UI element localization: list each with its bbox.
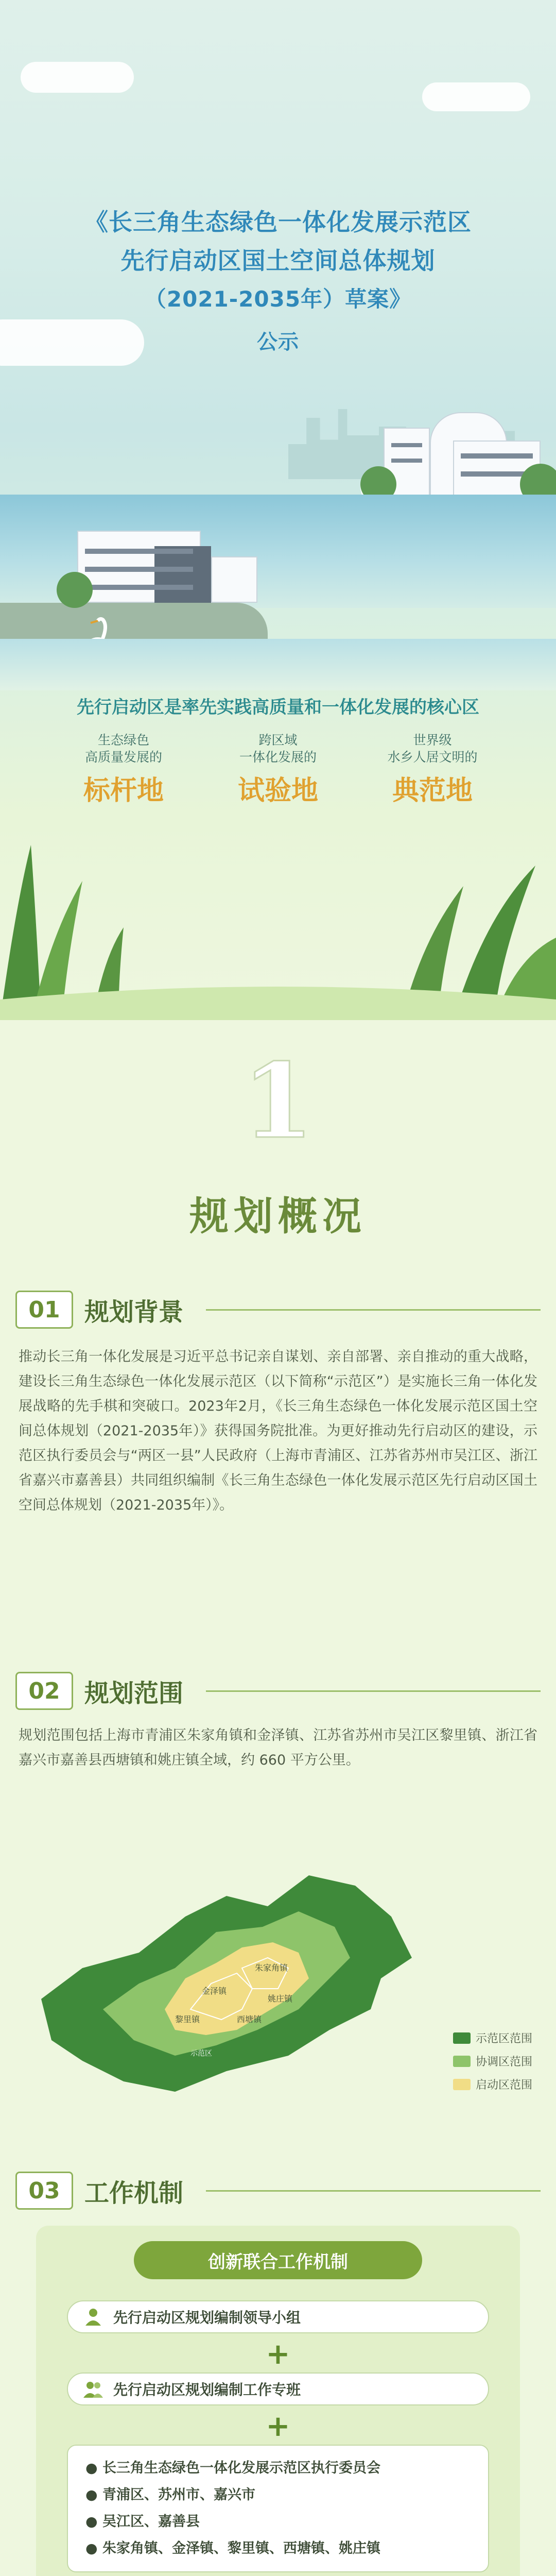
legend-coordination-zone (453, 2053, 532, 2069)
window-strip (85, 585, 193, 590)
pillar-line2: 一体化发展的 (239, 750, 317, 765)
pillar-key: 典范地 (392, 775, 473, 806)
legend-swatch (453, 2079, 471, 2090)
subsection-number: 03 (15, 2172, 73, 2210)
subsection-header-background (15, 1291, 183, 1329)
subsection-label: 规划背景 (84, 1297, 184, 1327)
list-item: ● 朱家角镇、金泽镇、黎里镇、西塘镇、姚庄镇 (85, 2540, 380, 2556)
person-icon (83, 2307, 103, 2327)
work-team-label: 先行启动区规划编制工作专班 (113, 2381, 301, 2398)
divider-line (206, 2190, 541, 2192)
background-text: 推动长三角一体化发展是习近平总书记亲自谋划、亲自部署、亲自推动的重大战略，建设长三角生态绿色一体化发展示范区（以下简称“示范区”）是实施长三角一体化发展战略的先手棋和突破口。2023年2月，《长三角生态绿色一体化发展示范区国土空间总体规划（2021-2035年）》获得国务院批准。为更好推动先行启动区的建设，示范区执行委员会与“两区一县”人民政府（上海市青浦区、江苏省苏州市吴江区、浙江省嘉兴市嘉善县）共同组织编制《长三角生态绿色一体化发展示范区先行启动区国土空间总体规划（2021-2035年）》。 (19, 1349, 537, 1513)
legend-swatch (453, 2056, 471, 2067)
hero-title-line4: 公示 (257, 330, 299, 354)
group-icon (83, 2379, 103, 2399)
pillar-line1: 世界级 (413, 733, 452, 748)
window-strip (85, 549, 193, 554)
work-team-row (67, 2372, 489, 2405)
mechanism-head-1: 创新联合工作机制 (134, 2241, 422, 2279)
pillar-line2: 水乡人居文明的 (387, 750, 478, 765)
list-item: ● 吴江区、嘉善县 (85, 2514, 200, 2530)
window-strip (391, 459, 422, 463)
subsection-number: 02 (15, 1672, 73, 1710)
window-strip (391, 443, 422, 447)
leading-group-row (67, 2300, 489, 2333)
list-item: ● 长三角生态绿色一体化发展示范区执行委员会 (85, 2460, 380, 2476)
pillar-line1: 跨区域 (258, 733, 298, 748)
divider-line (206, 1309, 541, 1311)
map-label-jinze: 金泽镇 (202, 1986, 227, 1996)
subsection-label: 规划范围 (84, 1679, 184, 1708)
window-strip (85, 567, 193, 572)
divider-line (206, 1690, 541, 1692)
legend-swatch (453, 2032, 471, 2044)
subsection-number: 01 (15, 1291, 73, 1329)
leading-group-label: 先行启动区规划编制领导小组 (113, 2309, 301, 2326)
pillar-key: 试验地 (237, 775, 318, 806)
subsection-header-mechanism (15, 2172, 183, 2210)
building (154, 546, 211, 603)
pillar-benchmark (46, 732, 201, 807)
map-label-zhujiajiao: 朱家角镇 (255, 1963, 288, 1973)
pillar-model (355, 732, 510, 807)
subsection-header-scope (15, 1672, 183, 1710)
pillar-pilot (201, 732, 355, 807)
map-label-yaozhuang: 姚庄镇 (268, 1994, 293, 2004)
member-list (67, 2445, 489, 2572)
subsection-label: 工作机制 (84, 2178, 184, 2208)
lake-water (0, 639, 556, 690)
pillar-line1: 生态绿色 (97, 733, 149, 748)
legend-startup-zone (453, 2076, 532, 2092)
cloud-decoration (21, 62, 134, 93)
cloud-decoration (422, 82, 530, 111)
pillar-key: 标杆地 (83, 775, 164, 806)
legend-demo-zone (453, 2030, 532, 2046)
planning-scope-map (21, 1814, 453, 2123)
map-label-lili: 黎里镇 (175, 2014, 200, 2024)
legend-label: 协调区范围 (476, 2056, 533, 2069)
hero-tagline: 先行启动区是率先实践高质量和一体化发展的核心区 (77, 697, 479, 718)
building (211, 556, 257, 603)
map-label-zone: 示范区 (190, 2049, 212, 2058)
window-strip (461, 453, 533, 459)
pillar-line2: 高质量发展的 (84, 750, 162, 765)
plus-icon: + (266, 2410, 290, 2443)
scope-text: 规划范围包括上海市青浦区朱家角镇和金泽镇、江苏省苏州市吴江区黎里镇、浙江省嘉兴市嘉善县西塘镇和姚庄镇全域，约 660 平方公里。 (19, 1727, 537, 1768)
hero-banner (0, 0, 556, 1020)
legend-label: 启动区范围 (476, 2079, 533, 2092)
list-item: ● 青浦区、苏州市、嘉兴市 (85, 2487, 255, 2503)
hero-title-line3: （2021-2035年）草案》 (144, 286, 412, 312)
plus-icon: + (266, 2337, 290, 2371)
tree (57, 572, 93, 608)
hero-title-line1: 《长三角生态绿色一体化发展示范区 (84, 208, 472, 236)
section-title: 规划概况 (189, 1193, 367, 1239)
section-number: 1 (242, 1041, 314, 1162)
hero-title-line2: 先行启动区国土空间总体规划 (120, 247, 436, 275)
map-label-xitang: 西塘镇 (237, 2014, 262, 2024)
reeds-illustration (0, 804, 556, 1020)
legend-label: 示范区范围 (476, 2032, 533, 2045)
